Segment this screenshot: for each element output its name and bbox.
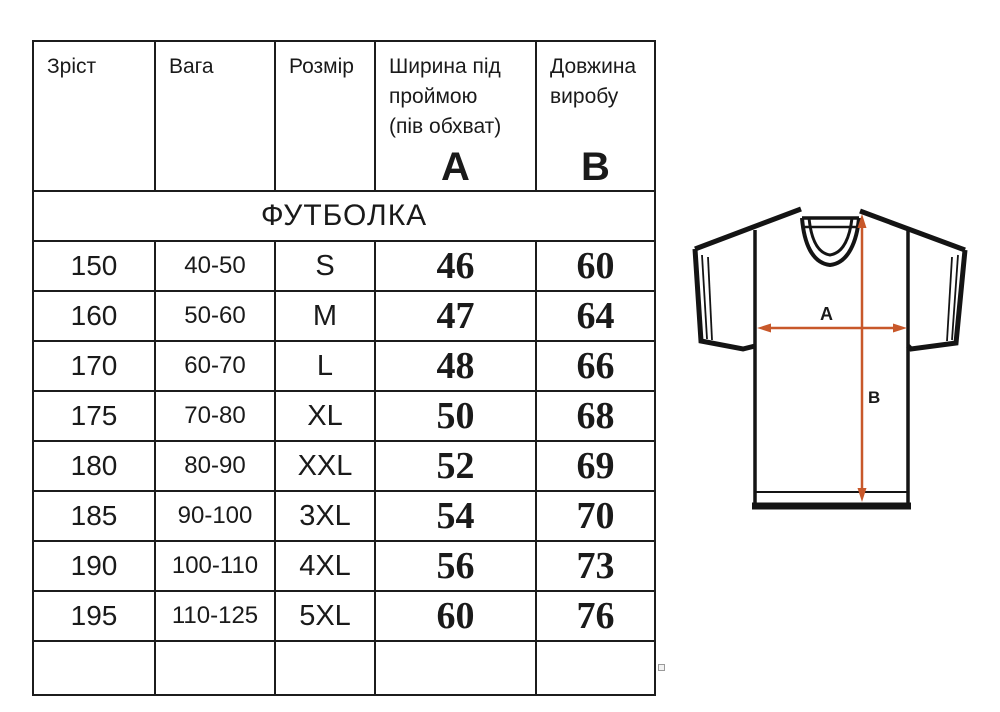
cell-height: 170 <box>33 341 155 391</box>
tshirt-outline <box>695 209 965 506</box>
col-header-label: Вага <box>169 55 214 78</box>
diagram-label-a: A <box>820 304 833 324</box>
cell-size: L <box>275 341 375 391</box>
cell-weight: 110-125 <box>155 591 275 641</box>
length-arrow-B <box>858 214 867 502</box>
col-header-label: Розмір <box>289 55 354 78</box>
cell-length-b: 60 <box>536 241 655 291</box>
resize-handle <box>658 664 665 671</box>
empty-row <box>33 641 655 695</box>
table-row <box>33 241 655 291</box>
cell-height: 185 <box>33 491 155 541</box>
cell-height: 180 <box>33 441 155 491</box>
cell-length-b: 68 <box>536 391 655 441</box>
header-row <box>33 41 655 191</box>
measure-letter-b: В <box>581 145 610 189</box>
col-header-length-b <box>536 41 655 191</box>
cell-height: 160 <box>33 291 155 341</box>
cell-weight: 50-60 <box>155 291 275 341</box>
size-table <box>32 40 656 696</box>
cell-width-a: 52 <box>375 441 536 491</box>
cell-length-b: 76 <box>536 591 655 641</box>
cell-weight: 80-90 <box>155 441 275 491</box>
left-cuff-seam <box>708 257 712 340</box>
cell-width-a: 48 <box>375 341 536 391</box>
title-row <box>33 191 655 241</box>
width-arrow-A <box>757 324 907 333</box>
table-row <box>33 391 655 441</box>
cell-height: 190 <box>33 541 155 591</box>
cell-size: XXL <box>275 441 375 491</box>
cell-width-a: 60 <box>375 591 536 641</box>
table-row <box>33 441 655 491</box>
col-header-size <box>275 41 375 191</box>
empty-cell <box>33 641 155 695</box>
cell-width-a: 47 <box>375 291 536 341</box>
col-header-label: Зріст <box>47 55 97 78</box>
cell-length-b: 69 <box>536 441 655 491</box>
cell-size: 3XL <box>275 491 375 541</box>
empty-cell <box>375 641 536 695</box>
table-title: ФУТБОЛКА <box>33 191 655 241</box>
col-header-line: виробу <box>550 84 619 108</box>
col-header-line: Довжина <box>550 55 637 78</box>
table-row <box>33 291 655 341</box>
cell-size: 4XL <box>275 541 375 591</box>
cell-length-b: 70 <box>536 491 655 541</box>
cell-length-b: 64 <box>536 291 655 341</box>
diagram-label-b: B <box>868 388 881 407</box>
collar <box>802 218 859 265</box>
cell-height: 195 <box>33 591 155 641</box>
cell-size: M <box>275 291 375 341</box>
col-header-line: Ширина під <box>389 55 501 78</box>
empty-cell <box>536 641 655 695</box>
tshirt-measurement-diagram <box>688 193 970 518</box>
cell-weight: 40-50 <box>155 241 275 291</box>
right-cuff-seam <box>947 257 952 341</box>
cell-weight: 70-80 <box>155 391 275 441</box>
cell-width-a: 46 <box>375 241 536 291</box>
cell-length-b: 73 <box>536 541 655 591</box>
cell-height: 175 <box>33 391 155 441</box>
col-header-weight <box>155 41 275 191</box>
table-row <box>33 491 655 541</box>
cell-weight: 60-70 <box>155 341 275 391</box>
cell-weight: 90-100 <box>155 491 275 541</box>
col-header-line: проймою <box>389 84 478 108</box>
empty-cell <box>275 641 375 695</box>
cell-width-a: 54 <box>375 491 536 541</box>
cell-width-a: 56 <box>375 541 536 591</box>
cell-height: 150 <box>33 241 155 291</box>
col-header-line: (пів обхват) <box>389 114 502 138</box>
table-row <box>33 591 655 641</box>
left-cuff-seam <box>702 255 707 339</box>
empty-cell <box>155 641 275 695</box>
cell-width-a: 50 <box>375 391 536 441</box>
table-row <box>33 541 655 591</box>
cell-size: S <box>275 241 375 291</box>
table-row <box>33 341 655 391</box>
cell-weight: 100-110 <box>155 541 275 591</box>
cell-size: XL <box>275 391 375 441</box>
col-header-height <box>33 41 155 191</box>
col-header-width-a <box>375 41 536 191</box>
measure-letter-a: А <box>441 145 470 189</box>
cell-length-b: 66 <box>536 341 655 391</box>
cell-size: 5XL <box>275 591 375 641</box>
